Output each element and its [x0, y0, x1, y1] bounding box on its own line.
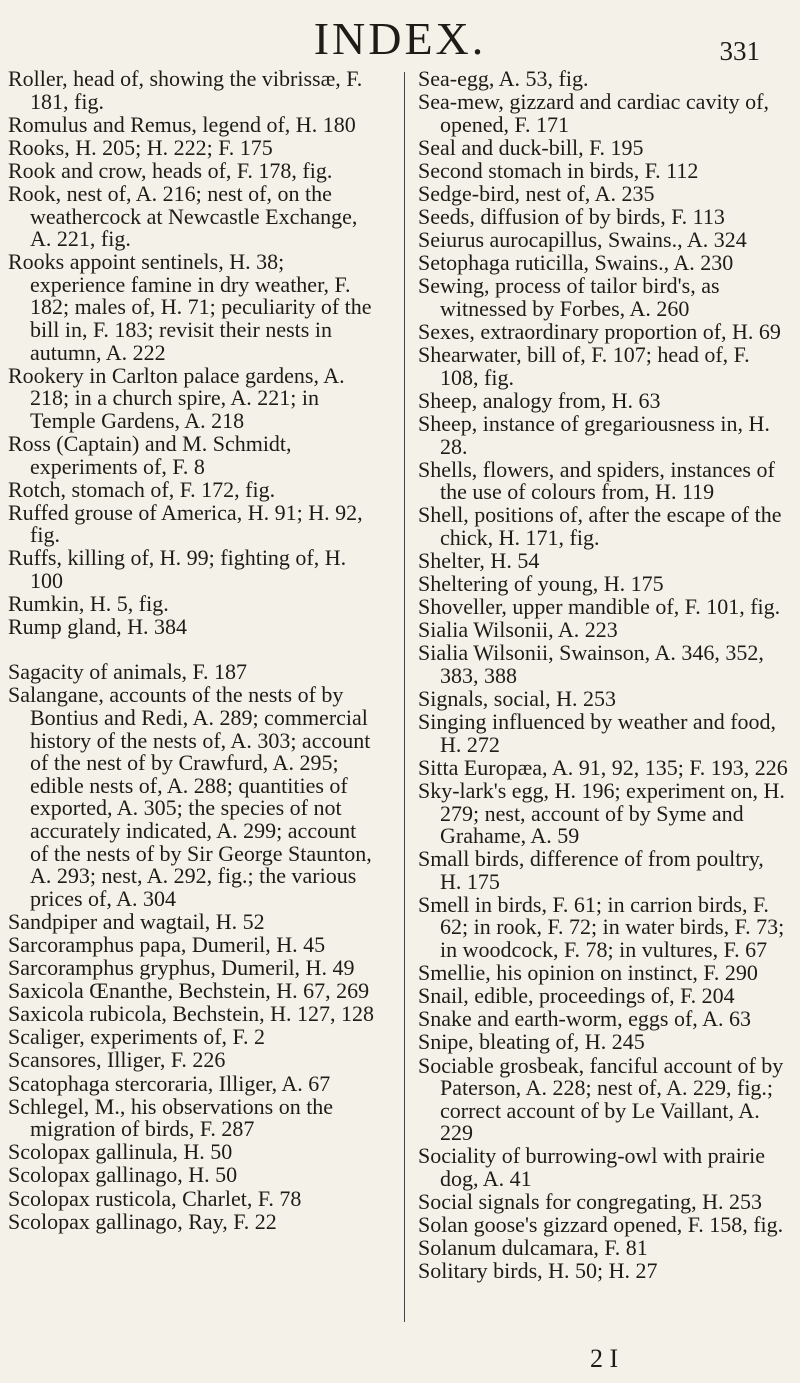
index-entry: Roller, head of, showing the vibrissæ, F. 181, fig.	[8, 66, 363, 114]
index-entry: Rook and crow, heads of, F. 178, fig.	[8, 157, 333, 183]
index-entry: Scansores, Illiger, F. 226	[8, 1047, 226, 1073]
index-column-right	[418, 68, 790, 1283]
index-entry: Seal and duck-bill, F. 195	[418, 134, 644, 160]
index-entry: Seeds, diffusion of by birds, F. 113	[418, 204, 725, 230]
index-entry: Smellie, his opinion on instinct, F. 290	[418, 960, 758, 986]
index-entry: Solan goose's gizzard opened, F. 158, fig.	[418, 1212, 784, 1238]
index-column-left	[8, 68, 376, 1234]
index-entry: Sea-egg, A. 53, fig.	[418, 66, 589, 91]
index-entry: Scolopax gallinago, H. 50	[8, 1162, 238, 1188]
index-entry: Singing influenced by weather and food, H. 272	[418, 709, 777, 757]
signature-mark: 2 I	[590, 1344, 619, 1373]
index-entry: Seiurus aurocapillus, Swains., A. 324	[418, 227, 747, 253]
index-entry: Sewing, process of tailor bird's, as witnessed by Forbes, A. 260	[418, 273, 720, 321]
index-entry: Signals, social, H. 253	[418, 686, 616, 712]
index-entry: Sialia Wilsonii, A. 223	[418, 617, 618, 643]
index-entry: Saxicola Œnanthe, Bechstein, H. 67, 269	[8, 978, 370, 1004]
index-entry: Sagacity of animals, F. 187	[8, 659, 247, 685]
index-entry: Rotch, stomach of, F. 172, fig.	[8, 476, 276, 502]
index-entry: Rooks, H. 205; H. 222; F. 175	[8, 134, 273, 160]
column-divider	[404, 72, 405, 1322]
index-entry: Romulus and Remus, legend of, H. 180	[8, 111, 356, 137]
index-entry: Solitary birds, H. 50; H. 27	[418, 1258, 658, 1284]
index-entry: Setophaga ruticilla, Swains., A. 230	[418, 250, 734, 276]
index-entry: Shoveller, upper mandible of, F. 101, fig.	[418, 594, 781, 620]
index-entry: Second stomach in birds, F. 112	[418, 157, 699, 183]
index-entry: Sialia Wilsonii, Swainson, A. 346, 352, 383, 388	[418, 640, 764, 688]
index-entry: Snipe, bleating of, H. 245	[418, 1029, 645, 1055]
index-entry: Rooks appoint sentinels, H. 38; experience famine in dry weather, F. 182; males of, H. 71; peculiarity of the bill in, F. 183; revisit their nests in autumn, A. 222	[8, 249, 372, 365]
index-entry: Rookery in Carlton palace gardens, A. 218; in a church spire, A. 221; in Temple Gardens, A. 218	[8, 362, 345, 433]
index-entry: Smell in birds, F. 61; in carrion birds, F. 62; in rook, F. 72; in water birds, F. 73; in woodcock, F. 78; in vultures, F. 67	[418, 891, 785, 963]
index-entry: Sedge-bird, nest of, A. 235	[418, 180, 655, 206]
index-entry: Shell, positions of, after the escape of the chick, H. 171, fig.	[418, 502, 782, 550]
index-entry: Sexes, extraordinary proportion of, H. 69	[418, 319, 781, 345]
page-number: 331	[719, 36, 760, 66]
index-entry: Sheep, analogy from, H. 63	[418, 387, 661, 413]
index-entry: Sandpiper and wagtail, H. 52	[8, 908, 265, 934]
index-entry: Small birds, difference of from poultry, H. 175	[418, 846, 764, 894]
index-entry: Sociality of burrowing-owl with prairie dog, A. 41	[418, 1143, 766, 1191]
index-entry: Sky-lark's egg, H. 196; experiment on, H. 279; nest, account of by Syme and Grahame, A. 59	[418, 777, 785, 849]
index-entry: Sitta Europæa, A. 91, 92, 135; F. 193, 226	[418, 754, 788, 780]
index-entry: Shelter, H. 54	[418, 547, 540, 573]
index-entry: Social signals for congregating, H. 253	[418, 1189, 762, 1215]
index-entry: Sarcoramphus gryphus, Dumeril, H. 49	[8, 955, 355, 981]
index-entry: Sea-mew, gizzard and cardiac cavity of, opened, F. 171	[418, 89, 770, 137]
index-entry: Saxicola rubicola, Bechstein, H. 127, 128	[8, 1001, 374, 1027]
index-entry: Ruffed grouse of America, H. 91; H. 92, fig.	[8, 499, 363, 548]
index-entry: Salangane, accounts of the nests of by Bontius and Redi, A. 289; commercial history of the nests of, A. 303; account of the nest of by Crawfurd, A. 295; edible nests of, A. 288; quantities of exported, A. 305; the species of not accurately indicated, A. 299; account of the nests of by Sir George Staunton, A. 293; nest, A. 292, fig.; the various prices of, A. 304	[8, 682, 372, 911]
index-entry: Shells, flowers, and spiders, instances of the use of colours from, H. 119	[418, 456, 775, 505]
index-entry: Sheep, instance of gregariousness in, H. 28.	[418, 410, 770, 459]
index-entry: Rump gland, H. 384	[8, 614, 188, 640]
index-entry: Solanum dulcamara, F. 81	[418, 1235, 648, 1261]
index-entry: Rumkin, H. 5, fig.	[8, 591, 169, 617]
page-header	[0, 6, 800, 66]
index-entry: Scatophaga stercoraria, Illiger, A. 67	[8, 1070, 331, 1096]
index-entry: Rook, nest of, A. 216; nest of, on the weathercock at Newcastle Exchange, A. 221, fig.	[8, 180, 358, 252]
index-entry: Sheltering of young, H. 175	[418, 571, 664, 597]
index-entry: Scaliger, experiments of, F. 2	[8, 1024, 266, 1050]
section-gap	[8, 639, 376, 661]
page-title: INDEX.	[313, 13, 487, 64]
index-entry: Ruffs, killing of, H. 99; fighting of, H. 100	[8, 545, 347, 594]
index-entry: Scolopax gallinula, H. 50	[8, 1139, 233, 1165]
index-entry: Snake and earth-worm, eggs of, A. 63	[418, 1006, 751, 1032]
index-entry: Ross (Captain) and M. Schmidt, experiments of, F. 8	[8, 431, 292, 479]
index-entry: Snail, edible, proceedings of, F. 204	[418, 983, 735, 1009]
index-entry: Scolopax rusticola, Charlet, F. 78	[8, 1185, 302, 1211]
index-entry: Scolopax gallinago, Ray, F. 22	[8, 1208, 277, 1234]
index-entry: Sociable grosbeak, fanciful account of by Paterson, A. 228; nest of, A. 229, fig.; correct account of by Le Vaillant, A. 229	[418, 1052, 784, 1146]
index-entry: Sarcoramphus papa, Dumeril, H. 45	[8, 931, 326, 957]
index-entry: Shearwater, bill of, F. 107; head of, F. 108, fig.	[418, 342, 750, 390]
index-entry: Schlegel, M., his observations on the migration of birds, F. 287	[8, 1093, 334, 1142]
